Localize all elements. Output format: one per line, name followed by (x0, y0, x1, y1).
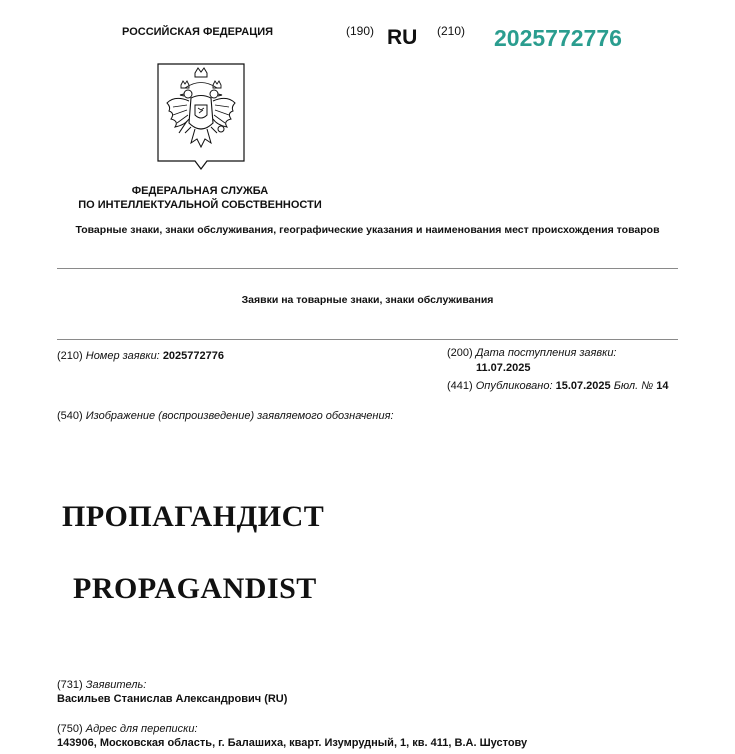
field-applicant (57, 679, 146, 691)
field-application-number (57, 350, 224, 362)
address-value: 143906, Московская область, г. Балашиха, кварт. Изумрудный, 1, кв. 411, В.А. Шустову (57, 737, 528, 749)
field-code: (210) (57, 350, 83, 362)
inid-code-210: (210) (437, 24, 466, 38)
field-image (57, 410, 394, 422)
agency-line-1: ФЕДЕРАЛЬНАЯ СЛУЖБА (131, 185, 269, 197)
field-label: Адрес для переписки: (85, 723, 198, 735)
agency-line-2: ПО ИНТЕЛЛЕКТУАЛЬНОЙ СОБСТВЕННОСТИ (78, 199, 322, 211)
inid-code-190: (190) (346, 24, 375, 38)
bulletin-label: Бюл. № (613, 380, 654, 392)
field-label: Опубликовано: (475, 380, 553, 392)
field-value: 2025772776 (162, 350, 224, 362)
applicant-value: Васильев Станислав Александрович (RU) (57, 693, 288, 705)
document-subtitle: Товарные знаки, знаки обслуживания, географические указания и наименования мест происхождения товаров (75, 224, 660, 236)
russian-coat-of-arms-icon (157, 63, 245, 170)
divider-top (57, 268, 678, 269)
section-title: Заявки на товарные знаки, знаки обслуживания (241, 294, 494, 306)
field-code: (750) (57, 723, 83, 735)
filing-date-value: 11.07.2025 (476, 362, 531, 374)
country-code: RU (387, 26, 418, 49)
field-filing-date (447, 347, 617, 359)
field-code: (441) (447, 380, 473, 392)
field-code: (540) (57, 410, 83, 422)
field-code: (731) (57, 679, 83, 691)
agency-name (0, 184, 400, 212)
field-label: Изображение (воспроизведение) заявляемого обозначения: (85, 410, 394, 422)
divider-bottom (57, 339, 678, 340)
country-name: РОССИЙСКАЯ ФЕДЕРАЦИЯ (122, 26, 274, 38)
application-number-header: 2025772776 (494, 25, 622, 51)
trademark-text-latin: PROPAGANDIST (73, 572, 317, 605)
field-published (447, 380, 668, 392)
published-date-value: 15.07.2025 (555, 380, 611, 392)
field-address (57, 723, 198, 735)
field-code: (200) (447, 347, 473, 359)
field-label: Номер заявки: (85, 350, 160, 362)
trademark-text-cyrillic: ПРОПАГАНДИСТ (62, 500, 325, 533)
field-label: Заявитель: (85, 679, 147, 691)
bulletin-number: 14 (656, 380, 669, 392)
field-label: Дата поступления заявки: (475, 347, 617, 359)
